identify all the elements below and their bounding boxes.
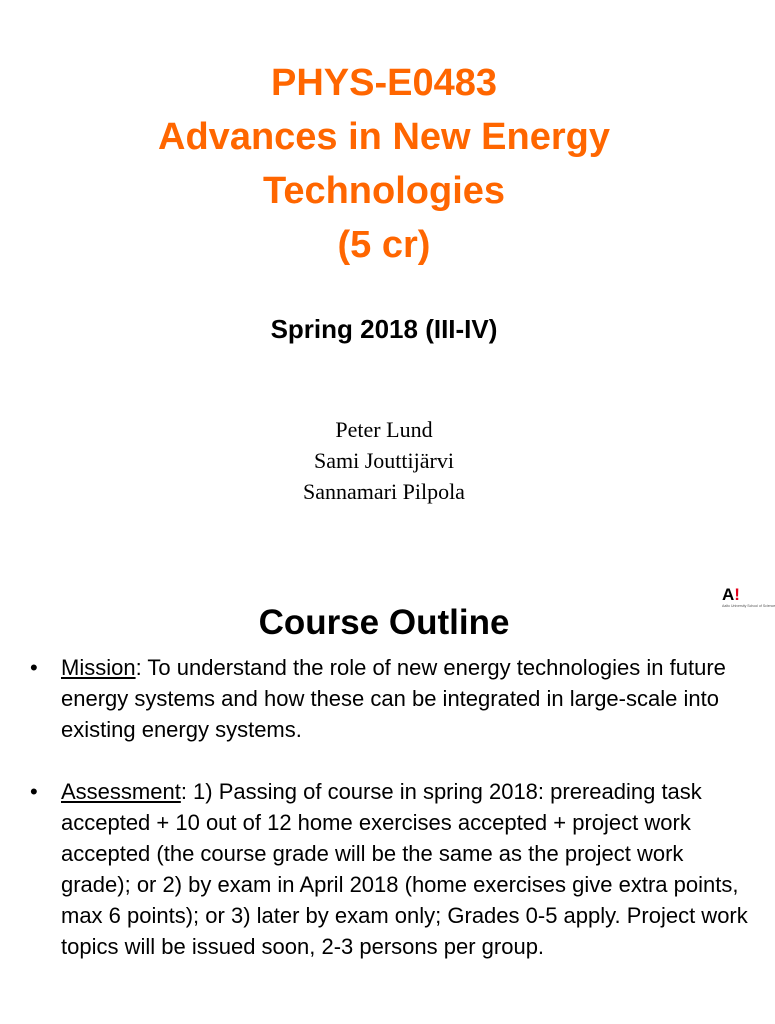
author-name: Sannamari Pilpola <box>303 479 465 504</box>
bullet-term: Mission <box>61 655 136 680</box>
author-name: Peter Lund <box>335 417 433 442</box>
bullet-text: : 1) Passing of course in spring 2018: prereading task accepted + 10 out of 12 home exercises accepted + project work accepted (the course grade will be the same as the project work grade); or 2) by exam in April 2018 (home exercises give extra points, max 6 points); or 3) later by exam only; Grades 0-5 apply. Project work topics will be issued soon, 2-3 persons per group. <box>61 779 748 959</box>
list-item-assessment <box>30 776 755 962</box>
bullet-text: : To understand the role of new energy technologies in future energy systems and how these can be integrated in large-scale into existing energy systems. <box>61 655 726 742</box>
course-title <box>0 56 768 272</box>
author-name: Sami Jouttijärvi <box>314 448 454 473</box>
logo-bang: ! <box>734 585 740 604</box>
semester-subtitle: Spring 2018 (III-IV) <box>270 314 498 344</box>
course-credits: (5 cr) <box>337 224 431 266</box>
course-name-line-1: Advances in New Energy <box>158 116 610 158</box>
bullet-term: Assessment <box>61 779 181 804</box>
logo-letter: A <box>722 585 735 604</box>
logo-subtext: Aalto University School of Science <box>722 604 775 608</box>
author-list <box>0 414 768 507</box>
outline-list <box>30 652 755 962</box>
section-heading: Course Outline <box>258 603 510 642</box>
list-item-mission <box>30 652 755 745</box>
bullet-marker: • <box>30 655 38 680</box>
bullet-marker: • <box>30 779 38 804</box>
course-code: PHYS-E0483 <box>270 62 497 104</box>
course-name-line-2: Technologies <box>262 170 506 212</box>
